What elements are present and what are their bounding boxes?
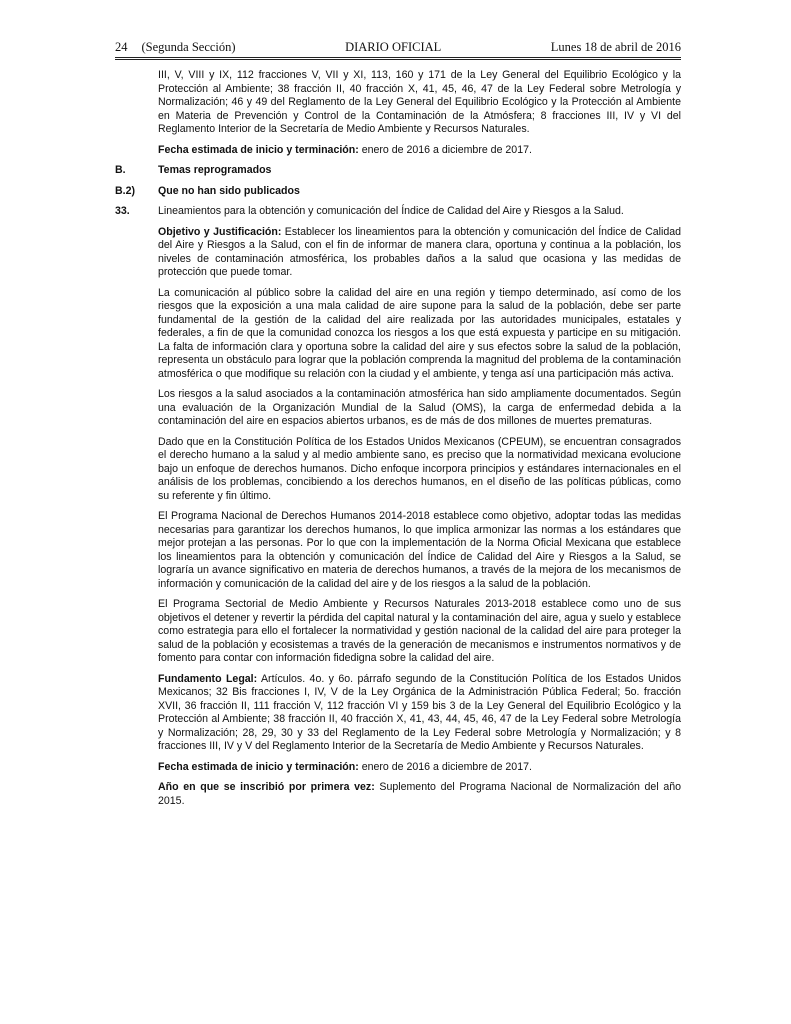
section-number: B. [115,164,126,176]
publication-date: Lunes 18 de abril de 2016 [550,40,681,54]
fundamento-text: Artículos. 4o. y 6o. párrafo segundo de la Constitución Política de los Estados Unidos Mexicanos; 32 Bis fracciones I, IV, V de la Ley Orgánica de la Administración Pública Federal; 5o. fracción XVII, 36 fracción II, 111 fracción V, 112 fracción VI y 159 bis 3 de la Ley General del Equilibrio Ecológico y la Protección al Ambiente; 38 fracción II, 40 fracción X, 41, 43, 44, 45, 46, 47 de la Ley Federal sobre Metrología y Normalización; 28, 29, 30 y 33 del Reglamento de la Ley Federal sobre Metrología y Normalización; y 8 fracciones III, IV y V del Reglamento Interior de la Secretaría de Medio Ambiente y Recursos Naturales. [158,672,682,752]
page-header [115,40,681,60]
document-page [115,40,681,815]
body-paragraph: Los riesgos a la salud asociados a la contaminación atmosférica han sido ampliamente documentados. Según una evaluación de la Organización Mundial de la Salud (OMS), la carga de enfermedad debida a la contaminación del aire en espacios abiertos urbanos, es de más de dos millones de muertes prematuras. [158,388,681,427]
objetivo-paragraph [158,226,681,280]
body-paragraph: Dado que en la Constitución Política de los Estados Unidos Mexicanos (CPEUM), se encuentran consagrados el derecho humano a la salud y al medio ambiente sano, es preciso que la normatividad mexicana evolucione bajo un enfoque de derechos humanos. Dicho enfoque incorpora principios y estándares internacionales en el análisis de los problemas, concibiendo a los derechos humanos, en el diseño de las políticas públicas, como su referente y fin último. [158,435,681,502]
section-label: (Segunda Sección) [141,40,236,54]
fecha-label: Fecha estimada de inicio y terminación: [158,760,359,773]
anio-value: Suplemento del Programa Nacional de Normalización del año 2015. [158,781,681,807]
publication-title: DIARIO OFICIAL [345,40,442,54]
section-number: B.2) [115,184,136,197]
section-b-heading [115,164,681,178]
fundamento-paragraph [158,673,681,754]
document-body [115,69,681,808]
body-paragraph: La comunicación al público sobre la calidad del aire en una región y tiempo determinado, así como de los riesgos que la exposición a una mala calidad de aire supone para la salud de la población, debe ser parte fundamental de la gestión de la calidad del aire realizada por las autoridades municipales, estatales y federales, a fin de que la comunidad conozca los riesgos a los que está expuesta y participe en su mitigación. La falta de información clara y oportuna sobre la calidad del aire y sus efectos sobre la salud de la población, representa un obstáculo para lograr que la población comprenda la magnitud del problema de la contaminación atmosférica o que modifique su relación con la ciudad y el ambiente, y tenga así una participación más activa. [158,286,681,380]
fecha-paragraph-1 [158,144,681,158]
anio-label: Año en que se inscribió por primera vez: [158,781,375,793]
section-b2-heading [115,185,681,199]
fecha-value: enero de 2016 a diciembre de 2017. [358,760,532,773]
fecha-value: enero de 2016 a diciembre de 2017. [358,143,532,156]
page-number: 24 [115,40,128,54]
intro-fragment: III, V, VIII y IX, 112 fracciones V, VII y XI, 113, 160 y 171 de la Ley General del Equilibrio Ecológico y la Protección al Ambiente; 38 fracción II, 40 fracción X, 41, 45, 46, 47 de la Ley Federal sobre Metrología y Normalización; 46 y 49 del Reglamento de la Ley General del Equilibrio Ecológico y la Protección al Ambiente en Materia de Prevención y Control de la Contaminación de la Atmósfera; 8 fracciones III, IV y VI del Reglamento Interior de la Secretaría de Medio Ambiente y Recursos Naturales. [158,69,681,135]
item-title: Lineamientos para la obtención y comunicación del Índice de Calidad del Aire y Riesgos a la Salud. [158,205,624,217]
fundamento-label: Fundamento Legal: [158,672,258,685]
item-number: 33. [115,205,130,217]
fecha-paragraph-2 [158,761,681,775]
objetivo-text: Establecer los lineamientos para la obtención y comunicación del Índice de Calidad del Aire y Riesgos a la Salud, con el fin de informar de manera clara, oportuna y continua a la población, los niveles de contaminación atmosférica, los probables daños a la salud que ocasiona y las medidas de protección que puede tomar. [158,225,681,278]
header-left [115,40,236,55]
item-33-heading [115,205,681,219]
body-paragraph: El Programa Sectorial de Medio Ambiente y Recursos Naturales 2013-2018 establece como uno de sus objetivos el detener y revertir la pérdida del capital natural y la contaminación del aire, agua y suelo y establece como estrategia para ello el fortalecer la normatividad y gestión nacional de la calidad del aire para proteger la salud de la población y ecosistemas a través de la generación de mecanismos e instrumentos normativos y de fomento para contar con información fidedigna sobre la calidad del aire. [158,598,681,664]
objetivo-label: Objetivo y Justificación: [158,225,282,238]
body-paragraph: El Programa Nacional de Derechos Humanos 2014-2018 establece como objetivo, adoptar todas las medidas necesarias para garantizar los derechos humanos, lo que implica armonizar las normas a los estándares que mejor protejan a las personas. Por lo que con la implementación de la Norma Oficial Mexicana que establece los lineamientos para la obtención y comunicación del Índice de Calidad del Aire y Riesgos a la Salud, se lograría un avance significativo en materia de derechos humanos, a través de la mejora de los mecanismos de información y comunicación de la calidad del aire y de los riesgos a la salud de la población. [158,510,681,590]
section-title: Temas reprogramados [158,164,272,176]
anio-paragraph [158,781,681,808]
fecha-label: Fecha estimada de inicio y terminación: [158,143,359,156]
section-title: Que no han sido publicados [158,184,300,197]
